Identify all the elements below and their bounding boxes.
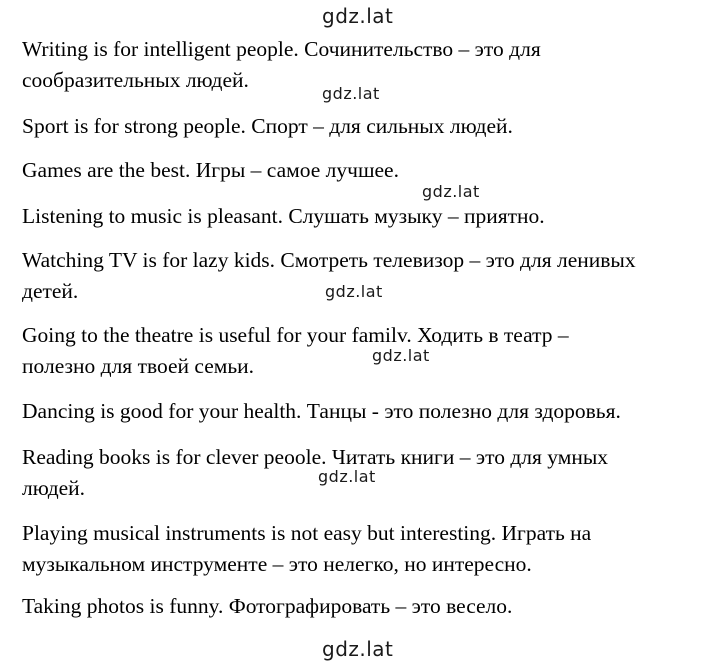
- paragraph-line: музыкальном инструменте – это нелегко, но интересно.: [22, 552, 532, 576]
- paragraph-listening: [22, 201, 702, 232]
- paragraph-line: сообразительных людей.: [22, 68, 249, 92]
- paragraph-line: Watching TV is for lazy kids. Смотреть телевизор – это для ленивых: [22, 248, 636, 272]
- paragraph-line: Taking photos is funny. Фотографировать – это весело.: [22, 594, 513, 618]
- paragraph-line: Going to the theatre is useful for your familv. Ходить в театр –: [22, 323, 569, 347]
- paragraph-photos: [22, 591, 702, 622]
- watermark-bottom: gdz.lat: [322, 637, 394, 661]
- watermark: gdz.lat: [422, 182, 480, 201]
- paragraph-playing-instruments: [22, 518, 702, 580]
- paragraph-line: Listening to music is pleasant. Слушать музыку – приятно.: [22, 204, 545, 228]
- paragraph-games: [22, 155, 702, 186]
- watermark-top: gdz.lat: [322, 4, 394, 28]
- paragraph-theatre: [22, 320, 702, 382]
- paragraph-line: детей.: [22, 279, 79, 303]
- paragraph-line: полезно для твоей семьи.: [22, 354, 255, 378]
- paragraph-line: Writing is for intelligent people. Сочинительство – это для: [22, 37, 541, 61]
- paragraph-line: Playing musical instruments is not easy but interesting. Играть на: [22, 521, 592, 545]
- paragraph-dancing: [22, 396, 702, 427]
- paragraph-line: Dancing is good for your health. Танцы - это полезно для здоровья.: [22, 399, 621, 423]
- paragraph-line: Sport is for strong people. Спорт – для сильных людей.: [22, 114, 513, 138]
- paragraph-line: Games are the best. Игры – самое лучшее.: [22, 158, 399, 182]
- paragraph-line: людей.: [22, 476, 86, 500]
- watermark: gdz.lat: [325, 282, 383, 301]
- watermark: gdz.lat: [372, 346, 430, 365]
- paragraph-sport: [22, 111, 702, 142]
- paragraph-line: Reading books is for clever peoole. Читать книги – это для умных: [22, 445, 609, 469]
- watermark: gdz.lat: [318, 467, 376, 486]
- watermark: gdz.lat: [322, 84, 380, 103]
